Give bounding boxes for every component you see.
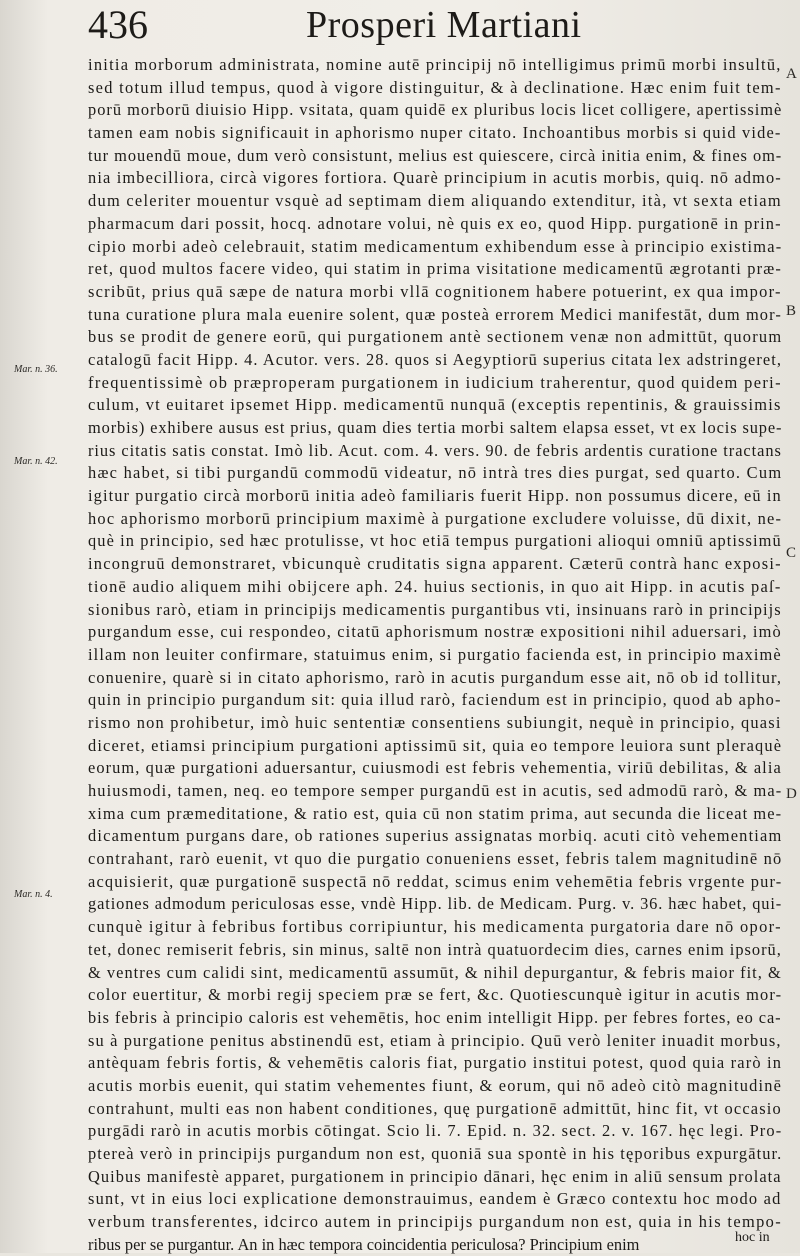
text-line: huiusmodi, tamen, neq. eo tempore semper purgandū est in acutis, sed admodū rarò, & ma- [88, 781, 782, 800]
text-line: morbis) exhibere ausus est prius, quam dies tertia morbi saltem elapsa esset, vt ex locis supe- [88, 418, 782, 437]
section-letter: A [786, 66, 797, 82]
text-line: incongruū demonstraret, vbicunquè cruditatis signa apparent. Cæterū contrà hanc exposi- [88, 554, 782, 574]
text-line: conuenire, quarè si in citato aphorismo, rarò in acutis purgandum esse ait, nō ob id tollitur, [88, 667, 782, 687]
body-text [88, 54, 782, 1256]
text-line: tur mouendū moue, dum verò consistunt, melius est quiescere, circà initia enim, & fines om- [88, 145, 782, 165]
page-header [88, 2, 708, 48]
text-line: verbum transferentes, idcirco autem in principijs purgandum non est, quia in his tempo- [88, 1212, 782, 1232]
text-line: igitur purgatio circà morborū initia adeò familiaris fuerit Hipp. non possumus dicere, eū in [88, 486, 782, 506]
text-line: dum celeriter mouentur vsquè ad septimam diem aliquando extenditur, ità, vt sexta etiam [88, 191, 782, 211]
text-line: color euertitur, & morbi regij speciem præ se fert, &c. Quotiescunquè igitur in acutis mor- [88, 985, 782, 1005]
text-line: hoc aphorismo morborū principium maximè à purgatione excludere voluisse, dū dixit, ne- [88, 508, 782, 528]
text-line: què in principio, sed hæc protulisse, vt hoc etiā tempus purgationi alioqui omniū aptissimū [88, 531, 782, 551]
catchword: hoc in [735, 1230, 770, 1245]
text-line: contrahant, rarò euenit, vt quo die purgatio conueniens esset, febris talem magnitudinē nō [88, 849, 782, 869]
margin-note: Mar. n. 42. [14, 456, 58, 467]
text-line: tamen eam nobis significauit in aphorismo nuper citato. Inchoantibus morbis si quid vide- [88, 123, 782, 143]
text-line: quin in principio purgandum sit: quia illud rarò, faciendum est in principio, quod ab apho- [88, 690, 782, 710]
text-line: pharmacum dari possit, hocq. adnotare volui, nè quis ex eo, quod Hipp. purgationē in prin- [88, 213, 782, 233]
text-line: acquisierit, quæ purgationē suspectā nō reddat, scimus enim vehemētia febris vrgente pur- [88, 871, 782, 891]
text-line: sunt, vt in eius loci explicatione demonstrauimus, eandem è Græco contextu hoc modo ad [88, 1189, 782, 1209]
text-line: gationes admodum periculosas esse, vndè Hipp. lib. de Medicam. Purg. v. 36. hæc habet, qui- [88, 894, 782, 914]
text-line: porū morborū diuisio Hipp. vsitata, quam quidē ex pluribus locis licet colligere, apertissimè [88, 100, 782, 120]
text-line: nia imbecilliora, circà vigores fortiora. Quarè principium in acutis morbis, quiq. nō admo- [88, 168, 782, 188]
text-line: antèquam febris fortis, & vehemētis caloris fiat, purgatio institui potest, quod quia rarò in [88, 1053, 782, 1073]
text-line: bis febris à principio caloris est vehemētis, hoc enim intelligit Hipp. per febres fortes, eo ca- [88, 1007, 782, 1027]
section-letter: C [786, 545, 797, 561]
text-line: tuna curatione plura mala euenire solent, quæ posteà errorem Medici manifestāt, dum mor- [88, 304, 782, 324]
text-line: ribus per se purgantur. An in hæc tempora coincidentia periculosa? Principium enim [88, 1234, 640, 1254]
text-line: eorum, quæ purgationi aduersantur, cuiusmodi est febris vehementia, viriū debilitas, & alia [88, 758, 782, 778]
text-line: initia morborum administrata, nomine autē principij nō intelligimus primū morbi insultū, [88, 55, 782, 74]
text-line: scribūt, prius quā sæpe de natura morbi vllā cognitionem habere potuerint, ex qua impor- [88, 281, 782, 301]
text-line: illam non leuiter confirmare, statuimus enim, si purgatio facienda est, in principio maximè [88, 644, 782, 664]
text-line: cipio morbi adeò celebrauit, statim medicamentum exhibendum esse à principio existima- [88, 236, 782, 256]
text-line: catalogū facit Hipp. 4. Acutor. vers. 28. quos si Aegyptiorū superius citata lex adstringeret, [88, 349, 782, 369]
text-line: ret, quod multos facere video, qui statim in prima visitatione medicamentū ægrotanti præ- [88, 259, 782, 279]
text-line: purgandum esse, cui respondeo, citatū aphorismum nostræ expositioni nihil aduersari, imò [88, 622, 782, 642]
margin-note: Mar. n. 36. [14, 364, 58, 375]
text-line: culum, vt euitaret ipsemet Hipp. medicamentū nunquā (exceptis repentinis, & grauissimis [88, 395, 782, 415]
text-line: sed totum illud tempus, quod à vigore distinguitur, & à declinatione. Hæc enim fuit tem- [88, 77, 782, 97]
running-title: Prosperi Martiani [306, 4, 582, 46]
text-line: contrahunt, multi eas non habent conditiones, quę purgationē admittūt, hinc fit, vt occasio [88, 1098, 782, 1118]
text-line: hæc habet, si tibi purgandū commodū videatur, nō intrà tres dies purgat, sed quarto. Cum [88, 463, 782, 483]
section-letter: B [786, 303, 797, 319]
text-line: rismo non prohibetur, imò huic sententiæ consentiens subiungit, nequè in principio, quasi [88, 712, 782, 732]
text-line: bus se prodit de genere eorū, qui purgationem antè sectionem venæ non admittūt, quorum [88, 327, 782, 347]
text-line: tionē audio aliquem mihi obijcere aph. 24. huius sectionis, in quo ait Hipp. in acutis paſ- [88, 576, 782, 596]
text-line: sionibus rarò, etiam in principijs medicamentis purgantibus vti, insinuans rarò in principijs [88, 599, 782, 619]
page-number: 436 [88, 2, 148, 47]
text-line: purgādi rarò in acutis morbis cōtingat. Scio li. 7. Epid. n. 32. sect. 2. v. 167. hęc legi. Pro- [88, 1121, 782, 1141]
text-line: rius citatis satis constat. Imò lib. Acut. com. 4. vers. 90. de febris ardentis curatione tractans [88, 440, 782, 460]
text-line: & ventres cum calidi sint, medicamentū assumūt, & nihil depurgantur, & febris maior fit, & [88, 962, 782, 982]
text-line: acutis morbis euenit, qui statim vehementes fiunt, & eorum, qui nō adeò citò magnitudinē [88, 1075, 782, 1095]
text-line: su à purgatione penitus abstinendū est, etiam à principio. Quū verò leniter inuadit morbus, [88, 1030, 782, 1050]
text-line: ptereà verò in principijs purgandum non est, quoniā sua spontè in his tęporibus expurgātur. [88, 1144, 782, 1163]
text-line: diceret, etiamsi principium purgationi aptissimū sit, quia eo tempore leuiora sunt pleraquè [88, 735, 782, 755]
text-line: cunquè igitur à febribus fortibus corripiuntur, his medicamenta purgatoria dare nō opor- [88, 917, 782, 937]
section-letter: D [786, 786, 797, 802]
margin-note: Mar. n. 4. [14, 889, 53, 900]
text-line: dicamentum purgans dare, ob rationes superius assignatas morbiq. acuti citò vehementiam [88, 826, 782, 846]
text-line: Quibus manifestè apparet, purgationem in principio dānari, hęc enim in aliū sensum prolata [88, 1166, 782, 1186]
text-line: tet, donec remiserit febris, sin minus, saltē non intrà quatuordecim dies, carnes enim ipsorū, [88, 939, 782, 959]
text-line: frequentissimè ob præproperam purgationem in iudicium traherentur, quod quidem peri- [88, 372, 782, 392]
text-line: xima cum præmeditatione, & ratio est, quia cū non statim prima, aut secunda die liceat me- [88, 803, 782, 823]
